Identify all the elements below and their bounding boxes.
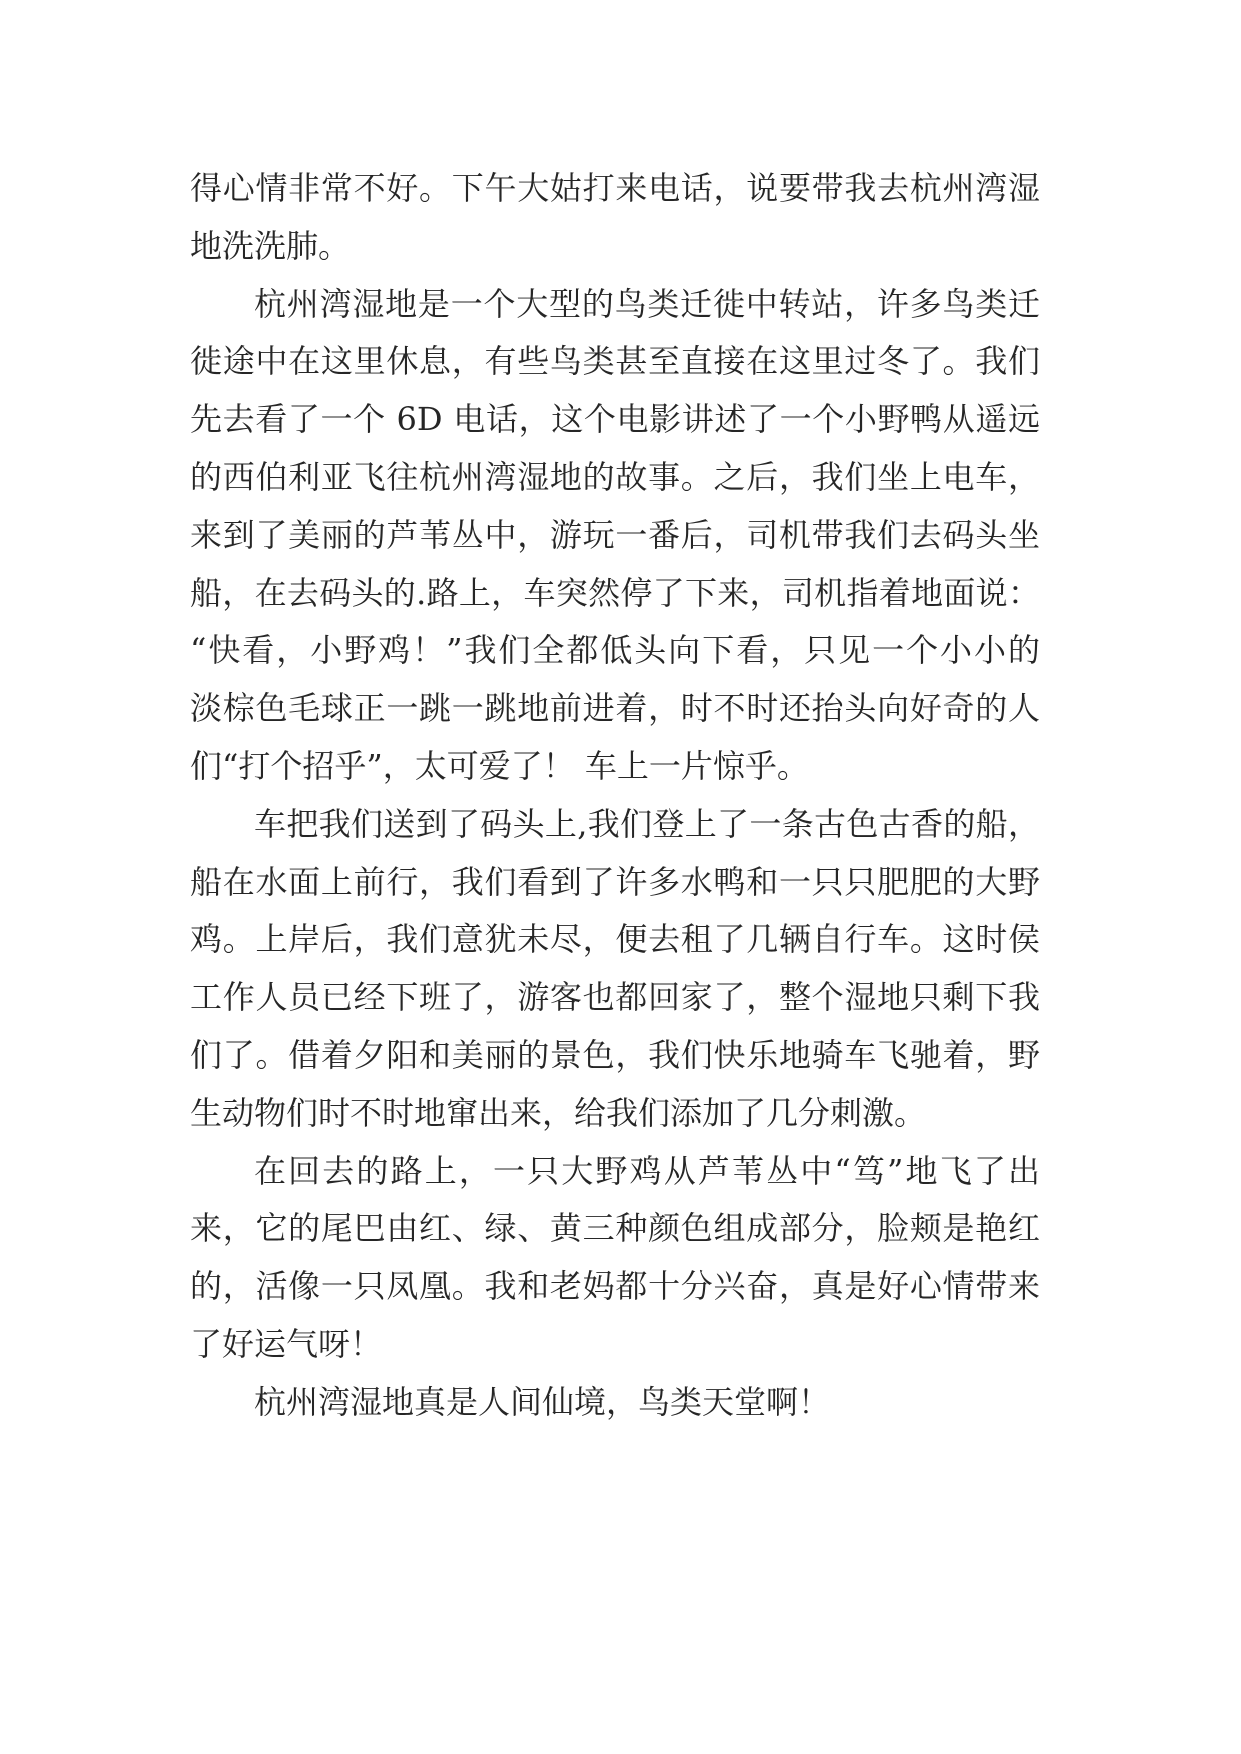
paragraph-first-line: 在回去的路上，一只大野鸡从芦苇丛中“笃”地飞了出 bbox=[254, 1151, 1040, 1190]
essay-body bbox=[190, 160, 1040, 1432]
text-line: 得心情非常不好。下午大姑打来电话，说要带我去杭州湾湿 bbox=[190, 169, 1040, 207]
paragraph-first-line: 杭州湾湿地真是人间仙境，鸟类天堂啊！ bbox=[254, 1382, 831, 1421]
text-line: 地洗洗肺。 bbox=[190, 226, 351, 265]
text-line: 们了。借着夕阳和美丽的景色，我们快乐地骑车飞驰着，野 bbox=[190, 1035, 1040, 1074]
text-line: 的，活像一只凤凰。我和老妈都十分兴奋，真是好心情带来 bbox=[190, 1267, 1040, 1306]
text-line: 船在水面上前行，我们看到了许多水鸭和一只只肥肥的大野 bbox=[190, 862, 1040, 901]
text-line: 生动物们时不时地窜出来，给我们添加了几分刺激。 bbox=[190, 1093, 927, 1132]
text-line: 了好运气呀！ bbox=[190, 1324, 383, 1363]
paragraph-first-line: 杭州湾湿地是一个大型的鸟类迁徙中转站，许多鸟类迁 bbox=[254, 284, 1040, 323]
text-line: 先去看了一个 6D 电话，这个电影讲述了一个小野鸭从遥远 bbox=[190, 400, 1040, 439]
text-line: 徙途中在这里休息，有些鸟类甚至直接在这里过冬了。我们 bbox=[190, 342, 1040, 381]
paragraph-first-line: 车把我们送到了码头上,我们登上了一条古色古香的船， bbox=[254, 804, 1040, 843]
text-line: 来，它的尾巴由红、绿、黄三种颜色组成部分，脸颊是艳红 bbox=[190, 1209, 1040, 1248]
text-line: 的西伯利亚飞往杭州湾湿地的故事。之后，我们坐上电车， bbox=[190, 457, 1040, 496]
text-line: 来到了美丽的芦苇丛中，游玩一番后，司机带我们去码头坐 bbox=[190, 515, 1040, 554]
text-line: 工作人员已经下班了，游客也都回家了，整个湿地只剩下我 bbox=[190, 978, 1040, 1017]
text-line: 船，在去码头的.路上，车突然停了下来，司机指着地面说： bbox=[190, 573, 1040, 612]
text-line: 淡棕色毛球正一跳一跳地前进着，时不时还抬头向好奇的人 bbox=[190, 689, 1040, 728]
text-line: 们“打个招乎”，太可爱了！ 车上一片惊乎。 bbox=[190, 746, 809, 785]
text-line: 鸡。上岸后，我们意犹未尽，便去租了几辆自行车。这时侯 bbox=[190, 920, 1040, 959]
text-line: “快看，小野鸡！”我们全都低头向下看，只见一个小小的 bbox=[190, 631, 1040, 670]
